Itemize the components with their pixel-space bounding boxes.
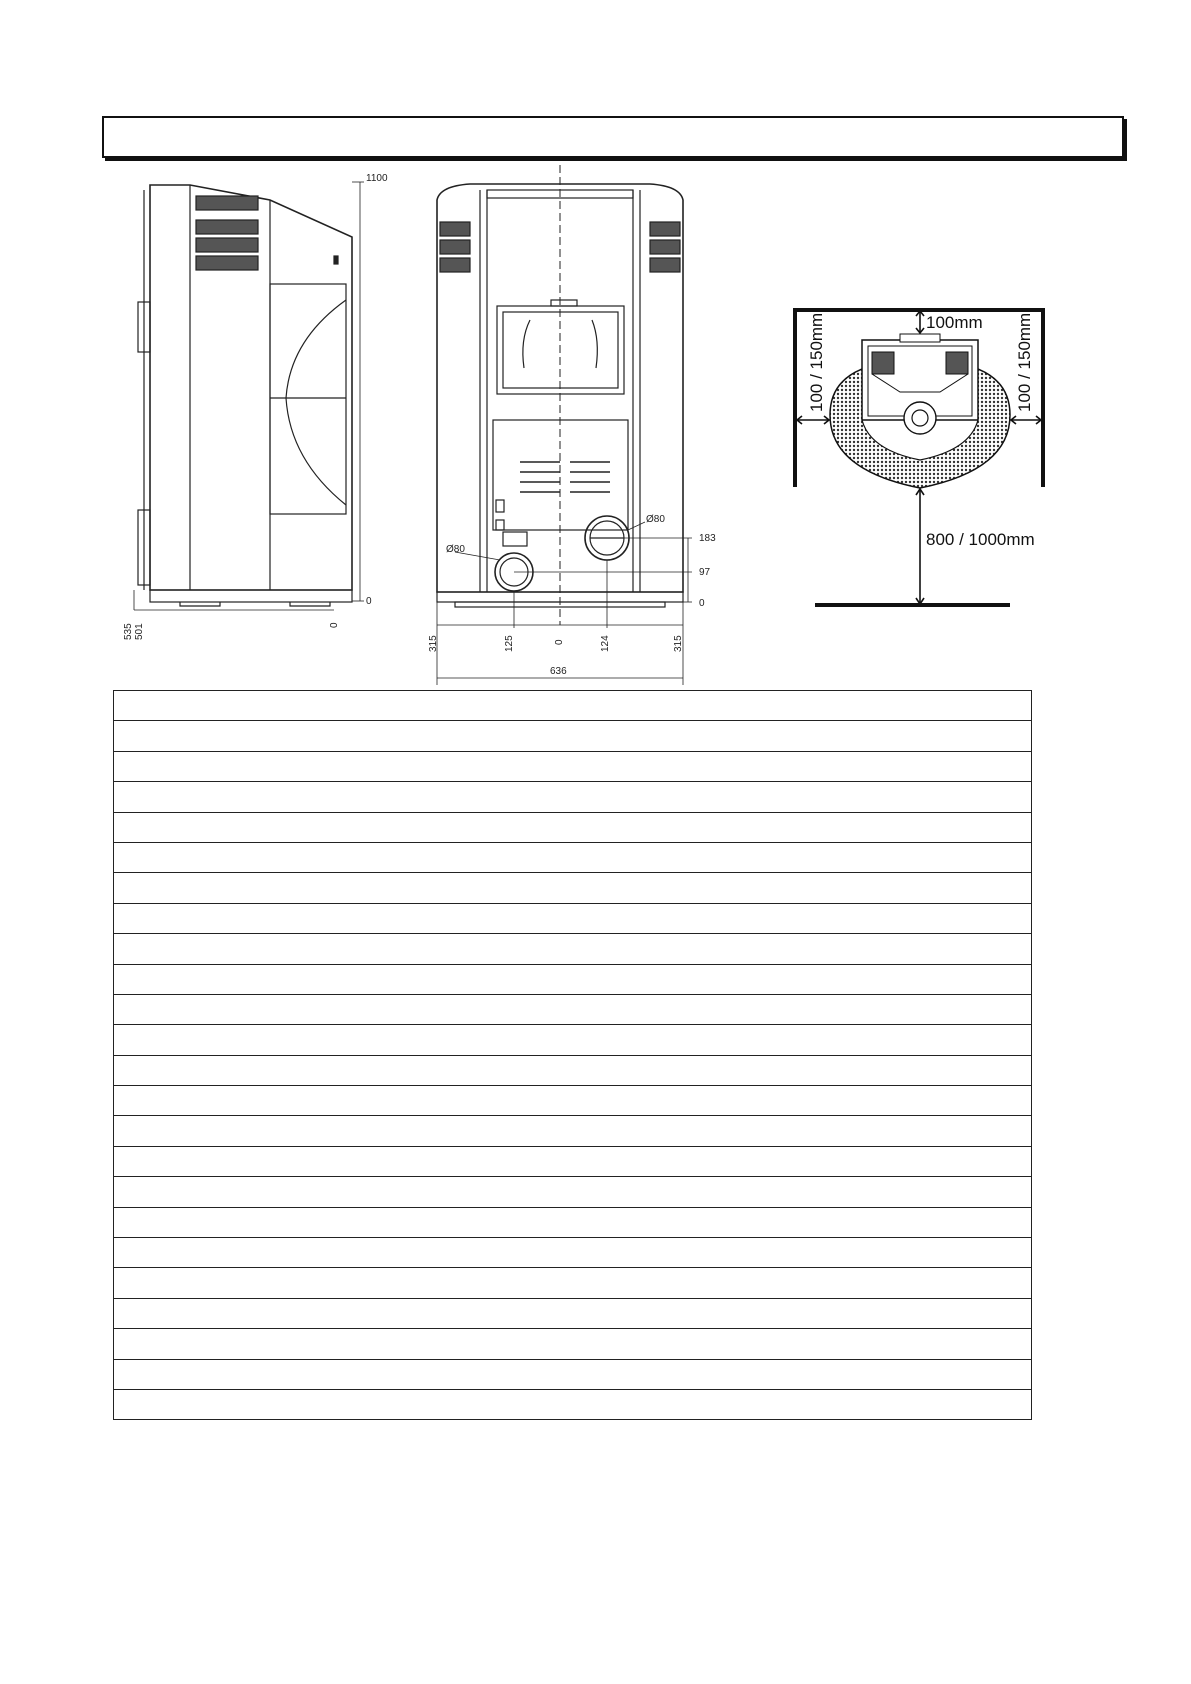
table-cell: [114, 1086, 1032, 1116]
table-cell: [114, 964, 1032, 994]
table-cell: [114, 1268, 1032, 1298]
table-row: [114, 1298, 1032, 1328]
table-row: [114, 1238, 1032, 1268]
table-cell: [114, 1116, 1032, 1146]
table-cell: [114, 1389, 1032, 1419]
table-row: [114, 1389, 1032, 1419]
table-row: [114, 1055, 1032, 1085]
table-cell: [114, 873, 1032, 903]
rear-dim-124: 124: [600, 635, 611, 652]
table-cell: [114, 751, 1032, 781]
table-cell: [114, 721, 1032, 751]
clearance-view: [795, 310, 1043, 605]
table-row: [114, 934, 1032, 964]
rear-dim-center: 0: [554, 639, 565, 645]
table-row: [114, 1086, 1032, 1116]
table-cell: [114, 1146, 1032, 1176]
table-cell: [114, 1177, 1032, 1207]
rear-dim-97: 97: [699, 567, 711, 578]
table-row: [114, 1207, 1032, 1237]
table-cell: [114, 691, 1032, 721]
table-row: [114, 812, 1032, 842]
table-row: [114, 1268, 1032, 1298]
table-row: [114, 721, 1032, 751]
table-cell: [114, 1329, 1032, 1359]
table-cell: [114, 994, 1032, 1024]
side-view: [134, 182, 364, 610]
table-cell: [114, 842, 1032, 872]
side-dim-height: 1100: [366, 173, 388, 184]
table-cell: [114, 903, 1032, 933]
table-row: [114, 1177, 1032, 1207]
rear-dim-flue-diameter: Ø80: [646, 514, 665, 525]
rear-dim-125: 125: [504, 635, 515, 652]
clearance-right: 100 / 150mm: [1015, 312, 1034, 412]
table-row: [114, 994, 1032, 1024]
spec-table: [113, 690, 1032, 1420]
table-cell: [114, 1238, 1032, 1268]
table-row: [114, 751, 1032, 781]
rear-view: [437, 165, 692, 685]
rear-dim-right-315: 315: [673, 635, 684, 652]
side-dim-base: 0: [366, 596, 372, 607]
rear-dim-left-315: 315: [428, 635, 439, 652]
table-cell: [114, 1055, 1032, 1085]
rear-dim-base: 0: [699, 598, 705, 609]
table-cell: [114, 812, 1032, 842]
table-row: [114, 903, 1032, 933]
table-row: [114, 1116, 1032, 1146]
clearance-left: 100 / 150mm: [807, 312, 826, 412]
table-cell: [114, 1298, 1032, 1328]
clearance-front: 800 / 1000mm: [926, 530, 1035, 549]
clearance-rear: 100mm: [926, 313, 983, 332]
table-row: [114, 1146, 1032, 1176]
table-row: [114, 691, 1032, 721]
table-row: [114, 782, 1032, 812]
rear-dim-183: 183: [699, 533, 716, 544]
rear-dim-inlet-diameter: Ø80: [446, 544, 465, 555]
table-row: [114, 964, 1032, 994]
table-cell: [114, 1207, 1032, 1237]
table-row: [114, 1329, 1032, 1359]
table-cell: [114, 934, 1032, 964]
table-row: [114, 1359, 1032, 1389]
side-dim-x0: 0: [329, 622, 340, 628]
side-dim-501: 501: [134, 623, 145, 640]
table-row: [114, 1025, 1032, 1055]
rear-dim-width: 636: [550, 666, 567, 677]
table-row: [114, 842, 1032, 872]
table-cell: [114, 1025, 1032, 1055]
table-cell: [114, 1359, 1032, 1389]
side-dim-535: 535: [123, 623, 134, 640]
table-row: [114, 873, 1032, 903]
table-cell: [114, 782, 1032, 812]
